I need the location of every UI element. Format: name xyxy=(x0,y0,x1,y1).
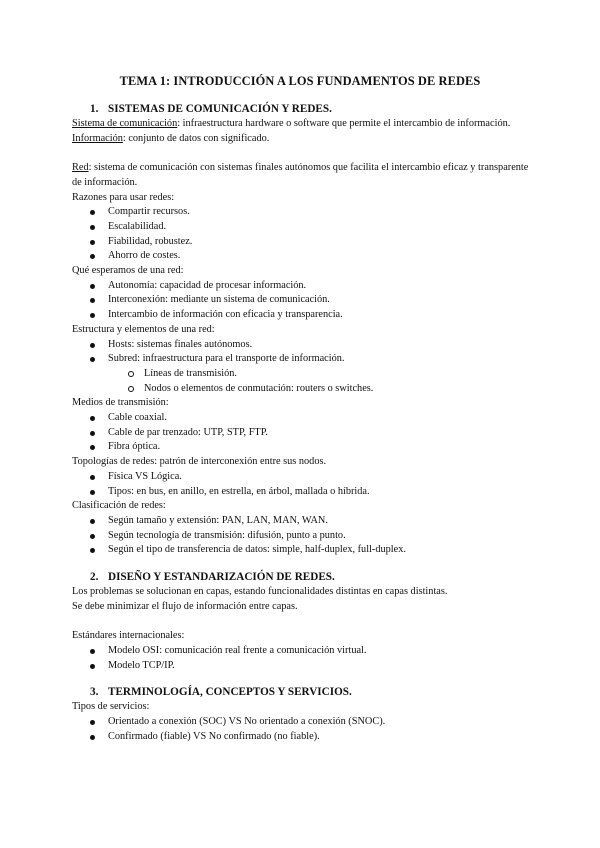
section-heading-3 xyxy=(90,684,532,700)
list-item: Autonomía: capacidad de procesar información. xyxy=(72,279,532,294)
list-item: Cable de par trenzado: UTP, STP, FTP. xyxy=(72,426,532,441)
list-item: Según el tipo de transferencia de datos: simple, half-duplex, full-duplex. xyxy=(72,543,532,558)
list-label-topologias: Topologías de redes: patrón de interconexión entre sus nodos. xyxy=(72,456,327,468)
section-title: SISTEMAS DE COMUNICACIÓN Y REDES. xyxy=(108,103,332,115)
bullet-list-espera xyxy=(72,279,532,323)
definition-term: Red xyxy=(72,162,89,174)
list-item: Subred: infraestructura para el transporte de información. xyxy=(72,352,532,367)
list-item: Modelo TCP/IP. xyxy=(72,659,532,674)
bullet-list-tipos xyxy=(72,715,532,744)
sub-list-item: Nodos o elementos de conmutación: routers o switches. xyxy=(72,382,532,397)
bullet-list-clasificacion xyxy=(72,514,532,558)
sub-list-item: Líneas de transmisión. xyxy=(72,367,532,382)
list-item: Orientado a conexión (SOC) VS No orientado a conexión (SNOC). xyxy=(72,715,532,730)
bullet-list-estructura xyxy=(72,338,532,397)
list-label-estructura: Estructura y elementos de una red: xyxy=(72,323,215,335)
list-item: Fiabilidad, robustez. xyxy=(72,235,532,250)
list-label-medios: Medios de transmisión: xyxy=(72,397,169,409)
section-number: 3. xyxy=(90,686,99,699)
list-item: Intercambio de información con eficacia y transparencia. xyxy=(72,308,532,323)
definition-term: Información xyxy=(72,132,123,144)
list-label-razones: Razones para usar redes: xyxy=(72,191,175,203)
bullet-list-razones xyxy=(72,205,532,264)
list-label-espera: Qué esperamos de una red: xyxy=(72,265,184,277)
list-item: Según tecnología de transmisión: difusión, punto a punto. xyxy=(72,529,532,544)
section-title: TERMINOLOGÍA, CONCEPTOS Y SERVICIOS. xyxy=(108,686,352,699)
section-heading-2 xyxy=(90,569,532,585)
list-item: Compartir recursos. xyxy=(72,205,532,220)
list-item: Ahorro de costes. xyxy=(72,249,532,264)
bullet-list-medios xyxy=(72,411,532,455)
list-item: Escalabilidad. xyxy=(72,220,532,235)
document-body xyxy=(72,101,532,744)
section-title: DISEÑO Y ESTANDARIZACIÓN DE REDES. xyxy=(108,571,335,584)
list-label-clasificacion: Clasificación de redes: xyxy=(72,500,166,512)
section-heading-1 xyxy=(90,101,532,117)
list-label-estandares: Estándares internacionales: xyxy=(72,630,185,642)
list-item: Cable coaxial. xyxy=(72,411,532,426)
definition-red xyxy=(72,161,532,190)
list-item: Hosts: sistemas finales autónomos. xyxy=(72,338,532,353)
list-item: Tipos: en bus, en anillo, en estrella, en árbol, mallada o híbrida. xyxy=(72,485,532,500)
list-item: Física VS Lógica. xyxy=(72,470,532,485)
list-item: Según tamaño y extensión: PAN, LAN, MAN, WAN. xyxy=(72,514,532,529)
list-item: Confirmado (fiable) VS No confirmado (no fiable). xyxy=(72,730,532,745)
definition-text: : sistema de comunicación con sistemas finales autónomos que facilita el intercambio eficaz y transparente de información. xyxy=(72,162,529,188)
bullet-list-topologias xyxy=(72,470,532,499)
paragraph: Se debe minimizar el flujo de información entre capas. xyxy=(72,600,298,612)
definition-informacion xyxy=(72,132,532,147)
bullet-list-estandares xyxy=(72,644,532,673)
definition-text: : infraestructura hardware o software que permite el intercambio de información. xyxy=(177,118,511,129)
section-number: 2. xyxy=(90,571,99,584)
page-title: TEMA 1: INTRODUCCIÓN A LOS FUNDAMENTOS DE REDES xyxy=(119,74,481,88)
definition-sistema xyxy=(72,117,532,132)
list-item: Fibra óptica. xyxy=(72,440,532,455)
list-label-tipos: Tipos de servicios: xyxy=(72,701,150,713)
list-item: Interconexión: mediante un sistema de comunicación. xyxy=(72,293,532,308)
definition-term: Sistema de comunicación xyxy=(72,118,178,129)
paragraph: Los problemas se solucionan en capas, estando funcionalidades distintas en capas distintas. xyxy=(72,586,448,598)
section-number: 1. xyxy=(90,103,99,115)
list-item: Modelo OSI: comunicación real frente a comunicación virtual. xyxy=(72,644,532,659)
definition-text: : conjunto de datos con significado. xyxy=(122,132,270,144)
